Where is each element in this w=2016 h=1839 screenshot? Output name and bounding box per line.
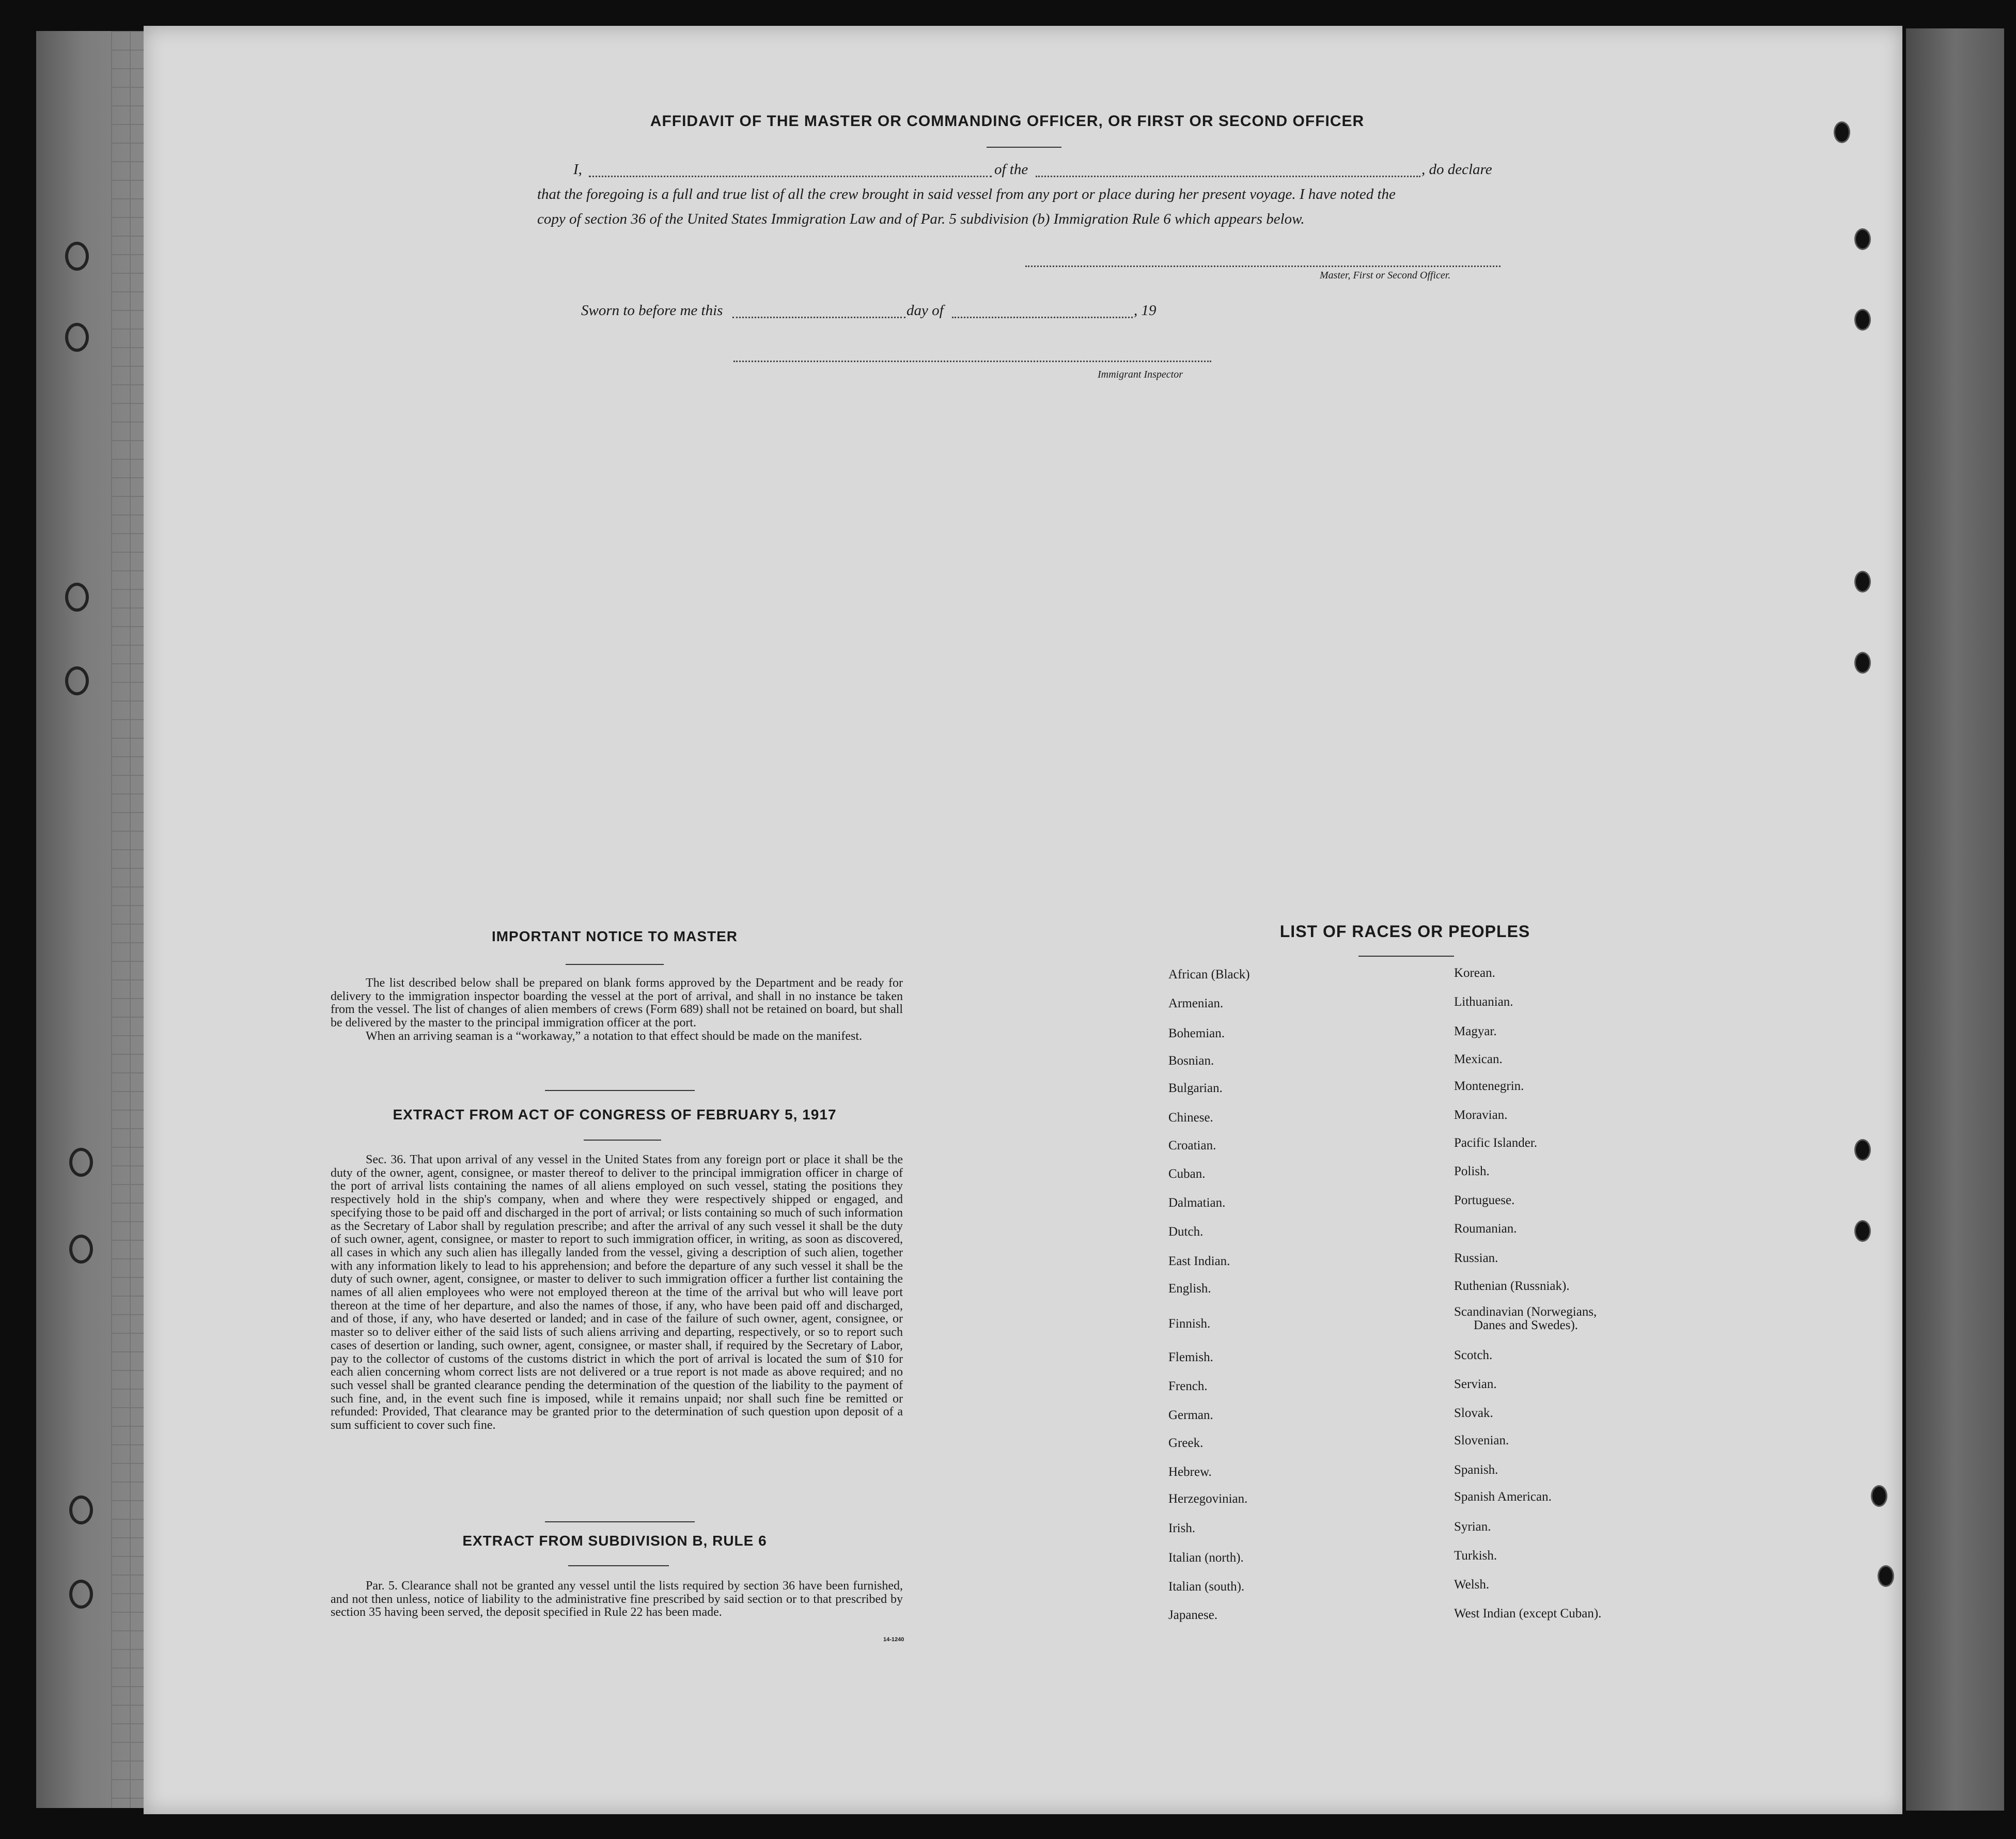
- affidavit-i: I,: [573, 161, 582, 178]
- race-item: Irish.: [1168, 1521, 1196, 1535]
- graph-paper-strip: [111, 31, 147, 1808]
- race-item: Pacific Islander.: [1454, 1136, 1538, 1150]
- races-title: LIST OF RACES OR PEOPLES: [1279, 922, 1530, 941]
- race-item: Italian (north).: [1168, 1551, 1244, 1565]
- rule-extract-title: EXTRACT FROM SUBDIVISION B, RULE 6: [462, 1533, 767, 1549]
- race-item: Scandinavian (Norwegians,: [1454, 1305, 1597, 1319]
- rule-extract-body: [331, 1580, 903, 1619]
- sworn-day-blank[interactable]: [732, 317, 905, 318]
- affidavit-line-3: copy of section 36 of the United States Immigration Law and of Par. 5 subdivision (b) Immigration Rule 6 which appears below.: [537, 211, 1305, 227]
- notice-title: IMPORTANT NOTICE TO MASTER: [491, 928, 738, 944]
- binder-hole: [69, 1235, 93, 1264]
- race-item: Montenegrin.: [1454, 1079, 1524, 1093]
- race-item: Ruthenian (Russniak).: [1454, 1279, 1570, 1293]
- sworn-year: , 19: [1134, 302, 1157, 319]
- sworn-day-of: day of: [907, 302, 944, 319]
- race-item: Lithuanian.: [1454, 995, 1513, 1009]
- race-item: Syrian.: [1454, 1520, 1491, 1534]
- race-item: Slovak.: [1454, 1406, 1493, 1420]
- binder-hole: [1854, 652, 1871, 674]
- binder-hole: [1854, 1139, 1871, 1161]
- race-item: Welsh.: [1454, 1578, 1490, 1592]
- binder-hole: [1834, 121, 1850, 143]
- races-underline: [1358, 956, 1454, 957]
- binder-hole: [69, 1580, 93, 1609]
- race-item: West Indian (except Cuban).: [1454, 1607, 1602, 1620]
- act-extract-title: EXTRACT FROM ACT OF CONGRESS OF FEBRUARY 5, 1917: [393, 1106, 837, 1123]
- race-item: Spanish American.: [1454, 1490, 1552, 1504]
- notice-underline: [566, 964, 664, 965]
- title-underline: [987, 147, 1061, 148]
- section-divider: [545, 1521, 695, 1522]
- race-item: Roumanian.: [1454, 1222, 1517, 1236]
- race-item: Hebrew.: [1168, 1465, 1212, 1479]
- affidavit-do-declare: , do declare: [1421, 161, 1492, 178]
- backing-sheet-right: [1906, 28, 2004, 1811]
- race-item: Croatian.: [1168, 1139, 1216, 1152]
- race-item: African (Black): [1168, 968, 1250, 981]
- notice-body: [331, 977, 903, 1043]
- binder-hole: [1854, 1220, 1871, 1242]
- race-item: Armenian.: [1168, 996, 1224, 1010]
- binder-hole: [1871, 1485, 1887, 1507]
- affidavit-of-the: of the: [994, 161, 1028, 178]
- race-item: Servian.: [1454, 1377, 1497, 1391]
- affidavit-title: AFFIDAVIT OF THE MASTER OR COMMANDING OFFICER, OR FIRST OR SECOND OFFICER: [650, 113, 1365, 130]
- race-item: Moravian.: [1454, 1108, 1508, 1122]
- race-item: Flemish.: [1168, 1350, 1213, 1364]
- race-item: French.: [1168, 1379, 1208, 1393]
- section-divider: [545, 1090, 695, 1091]
- binder-hole: [1854, 309, 1871, 331]
- race-item: Russian.: [1454, 1251, 1498, 1265]
- binder-hole: [65, 583, 89, 612]
- binder-hole: [1878, 1565, 1894, 1587]
- binder-hole: [69, 1495, 93, 1524]
- race-item: Greek.: [1168, 1436, 1204, 1450]
- binder-hole: [65, 242, 89, 271]
- officer-name-blank[interactable]: [589, 176, 992, 177]
- binder-hole: [1854, 571, 1871, 593]
- signature-blank[interactable]: [1025, 266, 1501, 267]
- race-item: Slovenian.: [1454, 1433, 1509, 1447]
- affidavit-line-2: that the foregoing is a full and true list of all the crew brought in said vessel from any port or place during her present voyage. I have noted the: [537, 186, 1396, 202]
- race-item: Bulgarian.: [1168, 1081, 1223, 1095]
- form-number: 14-1240: [883, 1637, 904, 1643]
- notice-paragraph-1: The list described below shall be prepared on blank forms approved by the Department and be ready for delivery to the immigration inspector boarding the vessel at the port of arrival, and shall in no instance be taken from the vessel. The list of changes of alien members of crews (Form 689) shall not be retained on board, but shall be delivered by the master to the principal immigration officer at the port.: [331, 976, 903, 1030]
- race-item: Scotch.: [1454, 1348, 1493, 1362]
- race-item: Finnish.: [1168, 1317, 1211, 1331]
- act-extract-body: [331, 1154, 903, 1432]
- binder-hole: [65, 323, 89, 352]
- race-item: Spanish.: [1454, 1463, 1498, 1477]
- rule-par-5: Par. 5. Clearance shall not be granted any vessel until the lists required by section 36 have been furnished, and not then unless, notice of liability to the administrative fine prescribed by said section or to that prescribed by section 35 having been served, the deposit specified in Rule 22 has been made.: [331, 1579, 903, 1619]
- race-item: English.: [1168, 1282, 1211, 1296]
- race-item: Magyar.: [1454, 1024, 1497, 1038]
- race-item: Portuguese.: [1454, 1193, 1515, 1207]
- race-item: Japanese.: [1168, 1608, 1218, 1622]
- race-item: Mexican.: [1454, 1052, 1503, 1066]
- race-item-continuation: Danes and Swedes).: [1474, 1318, 1579, 1332]
- race-item: German.: [1168, 1408, 1213, 1422]
- race-item: Dutch.: [1168, 1225, 1204, 1239]
- race-item: Polish.: [1454, 1164, 1490, 1178]
- vessel-name-blank[interactable]: [1036, 176, 1420, 177]
- race-item: East Indian.: [1168, 1254, 1230, 1268]
- race-item: Turkish.: [1454, 1549, 1497, 1563]
- race-item: Dalmatian.: [1168, 1196, 1226, 1210]
- signature-label: Master, First or Second Officer.: [1320, 270, 1451, 281]
- act-extract-underline: [584, 1140, 661, 1141]
- binder-hole: [1854, 228, 1871, 250]
- inspector-label: Immigrant Inspector: [1098, 369, 1183, 380]
- race-item: Bohemian.: [1168, 1026, 1225, 1040]
- act-section-36: Sec. 36. That upon arrival of any vessel in the United States from any foreign port or place it shall be the duty of the owner, agent, consignee, or master thereof to deliver to the principal immigration officer in charge of the port of arrival lists containing the names of all aliens employed on such vessel, stating the positions they respectively hold in the ship's company, when and where they were respectively shipped or engaged, and specifying those to be paid off and discharged in the port of arrival; or lists containing so much of such information as the Secretary of Labor shall by regulation prescribe; and after the arrival of any such vessel it shall be the duty of such owner, agent, consignee, or master to report to such immigration officer, in writing, as soon as discovered, all cases in which any such alien has illegally landed from the vessel, giving a description of such alien, together with any information likely to lead to his apprehension; and before the departure of any such vessel it shall be the duty of such owner, agent, consignee, or master to deliver to such immigration officer a further list containing the names of all alien employees who were not employed thereon at the time of the arrival but who will leave port thereon at the time of her departure, and also the names of those, if any, who have been paid off and discharged, and of those, if any, who have deserted or landed; and in case of the failure of such owner, agent, consignee, or master so to deliver either of the said lists of such aliens arriving and departing, respectively, or so to report such cases of desertion or landing, such owner, agent, consignee, or master shall, if required by the Secretary of Labor, pay to the collector of customs of the customs district in which the port of arrival is located the sum of $10 for each alien concerning whom correct lists are not delivered or a true report is not made as above required; and no such vessel shall be granted clearance pending the determination of the question of the liability to the payment of such fine, and, in the event such fine is imposed, while it remains unpaid; nor shall such fine be remitted or refunded: Provided, That clearance may be granted prior to the determination of such question upon deposit of a sum sufficient to cover such fine.: [331, 1153, 903, 1432]
- binder-hole: [65, 666, 89, 695]
- sworn-prefix: Sworn to before me this: [581, 302, 723, 319]
- race-item: Bosnian.: [1168, 1054, 1214, 1068]
- inspector-signature-blank[interactable]: [733, 361, 1211, 362]
- rule-extract-underline: [568, 1565, 669, 1566]
- race-item: Chinese.: [1168, 1111, 1213, 1125]
- race-item: Korean.: [1454, 966, 1495, 980]
- race-item: Herzegovinian.: [1168, 1492, 1248, 1506]
- notice-paragraph-2: When an arriving seaman is a “workaway,” a notation to that effect should be made on the manifest.: [366, 1029, 862, 1043]
- race-item: Italian (south).: [1168, 1580, 1245, 1594]
- sworn-month-blank[interactable]: [952, 317, 1133, 318]
- race-item: Cuban.: [1168, 1167, 1206, 1181]
- binder-hole: [69, 1148, 93, 1177]
